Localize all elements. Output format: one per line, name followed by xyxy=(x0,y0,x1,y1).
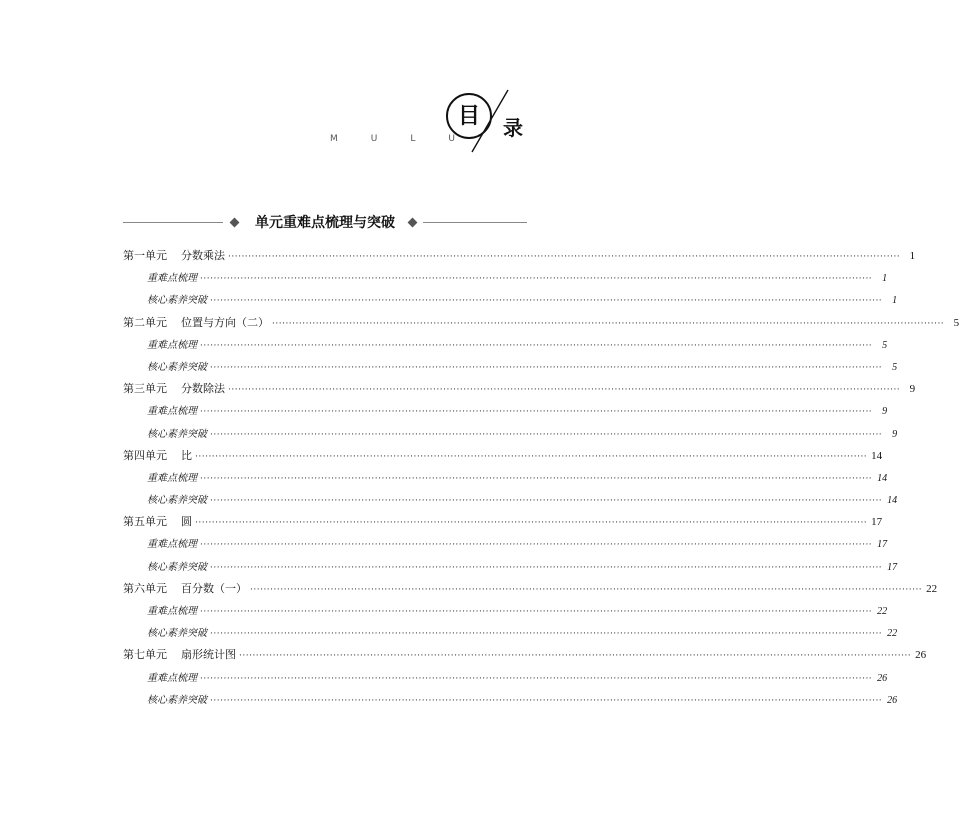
toc-unit-entry[interactable] xyxy=(123,580,938,602)
mulu-letter: U xyxy=(448,134,455,144)
toc-page-number: 17 xyxy=(871,516,883,529)
toc-sub-entry[interactable] xyxy=(123,558,898,580)
toc-entry-label: 第五单元 圆 xyxy=(123,515,192,529)
toc-sub-entry[interactable] xyxy=(123,535,888,557)
toc-entry-label: 重难点梳理 xyxy=(147,339,197,351)
toc-page-number: 22 xyxy=(877,606,888,617)
dot-leader: ········································································································································································································ xyxy=(200,473,873,484)
dot-leader: ········································································································································································································ xyxy=(272,318,945,329)
divider-line xyxy=(423,222,527,223)
toc-unit-entry[interactable] xyxy=(123,314,959,336)
dot-leader: ········································································································································································································ xyxy=(200,274,873,285)
dot-leader: ········································································································································································································ xyxy=(210,562,883,573)
toc-sub-entry[interactable] xyxy=(123,469,888,491)
dot-leader: ········································································································································································································ xyxy=(200,673,873,684)
toc-page-number: 14 xyxy=(871,449,883,462)
dot-leader: ········································································································································································································ xyxy=(239,651,912,662)
toc-entry-label: 核心素养突破 xyxy=(147,561,207,573)
toc-page-number: 1 xyxy=(892,295,898,307)
toc-entry-label: 第二单元 位置与方向（二） xyxy=(123,315,269,329)
toc-sub-entry[interactable] xyxy=(123,691,898,713)
toc-entry-label: 核心素养突破 xyxy=(147,428,207,440)
toc-sub-entry[interactable] xyxy=(123,291,898,313)
toc-unit-entry[interactable] xyxy=(123,513,883,535)
toc-sub-entry[interactable] xyxy=(123,402,888,424)
toc-entry-label: 重难点梳理 xyxy=(147,606,197,617)
toc-unit-entry[interactable] xyxy=(123,380,916,402)
dot-leader: ········································································································································································································ xyxy=(210,362,883,373)
toc-page-number: 14 xyxy=(877,472,888,484)
mulu-letter: U xyxy=(370,134,378,144)
toc-entry-label: 重难点梳理 xyxy=(147,406,197,418)
toc-entry-label: 核心素养突破 xyxy=(147,495,207,507)
toc-entry-label: 第三单元 分数除法 xyxy=(123,382,225,396)
mulu-letter: M xyxy=(330,134,338,144)
toc-sub-entry[interactable] xyxy=(123,336,888,358)
toc-entry-label: 第一单元 分数乘法 xyxy=(123,249,225,262)
section-heading xyxy=(123,213,527,233)
toc-sub-entry[interactable] xyxy=(123,669,888,691)
dot-leader: ········································································································································································································ xyxy=(250,584,923,595)
mulu-letter: L xyxy=(410,134,416,144)
dot-leader: ········································································································································································································ xyxy=(200,407,873,418)
dot-leader: ········································································································································································································ xyxy=(195,451,868,462)
toc-page-number: 22 xyxy=(887,628,898,640)
page-header xyxy=(0,0,580,170)
toc-unit-entry[interactable] xyxy=(123,247,916,269)
dot-leader: ········································································································································································································ xyxy=(195,518,868,529)
toc-sub-entry[interactable] xyxy=(123,358,898,380)
title-char-mu: 目 xyxy=(457,103,480,129)
dot-leader: ········································································································································································································ xyxy=(210,695,883,706)
toc-page-number: 9 xyxy=(882,406,888,418)
toc-page-number: 5 xyxy=(892,361,898,373)
toc-sub-entry[interactable] xyxy=(123,624,898,646)
toc-page-number: 9 xyxy=(892,428,898,440)
table-of-contents xyxy=(123,247,959,713)
toc-entry-label: 第六单元 百分数（一） xyxy=(123,581,247,595)
toc-entry-label: 第四单元 比 xyxy=(123,448,192,462)
toc-entry-label: 重难点梳理 xyxy=(147,472,197,484)
toc-page-number: 5 xyxy=(882,339,888,351)
toc-entry-label: 核心素养突破 xyxy=(147,694,207,706)
toc-entry-label: 核心素养突破 xyxy=(147,628,207,640)
toc-page-number: 14 xyxy=(887,495,898,507)
toc-sub-entry[interactable] xyxy=(123,425,898,447)
toc-entry-label: 重难点梳理 xyxy=(147,672,197,684)
dot-leader: ········································································································································································································ xyxy=(200,607,873,617)
mulu-pinyin xyxy=(330,134,455,144)
toc-page-number: 5 xyxy=(953,316,959,329)
dot-leader: ········································································································································································································ xyxy=(228,252,901,262)
toc-unit-entry[interactable] xyxy=(123,447,883,469)
toc-page-number: 1 xyxy=(909,250,916,262)
toc-unit-entry[interactable] xyxy=(123,646,927,668)
toc-page-number: 26 xyxy=(915,649,927,662)
toc-entry-label: 核心素养突破 xyxy=(147,295,207,307)
dot-leader: ········································································································································································································ xyxy=(210,496,883,507)
toc-page-number: 17 xyxy=(887,561,898,573)
toc-page-number: 1 xyxy=(882,273,888,285)
section-title: 单元重难点梳理与突破 xyxy=(255,215,395,231)
toc-sub-entry[interactable] xyxy=(123,269,888,291)
dot-leader: ········································································································································································································ xyxy=(200,540,873,551)
title-char-lu: 录 xyxy=(503,116,523,140)
toc-sub-entry[interactable] xyxy=(123,491,898,513)
dot-leader: ········································································································································································································ xyxy=(210,429,883,440)
toc-page-number: 9 xyxy=(909,383,916,396)
dot-leader: ········································································································································································································ xyxy=(210,296,883,307)
toc-page-number: 26 xyxy=(877,672,888,684)
toc-entry-label: 核心素养突破 xyxy=(147,361,207,373)
toc-entry-label: 重难点梳理 xyxy=(147,273,197,285)
dot-leader: ········································································································································································································ xyxy=(210,629,883,640)
toc-sub-entry[interactable] xyxy=(123,602,888,624)
toc-entry-label: 第七单元 扇形统计图 xyxy=(123,648,236,662)
toc-page-number: 22 xyxy=(926,582,938,595)
toc-page-number: 17 xyxy=(877,539,888,551)
toc-entry-label: 重难点梳理 xyxy=(147,539,197,551)
dot-leader: ········································································································································································································ xyxy=(200,340,873,351)
dot-leader: ········································································································································································································ xyxy=(228,385,901,396)
toc-page-number: 26 xyxy=(887,694,898,706)
